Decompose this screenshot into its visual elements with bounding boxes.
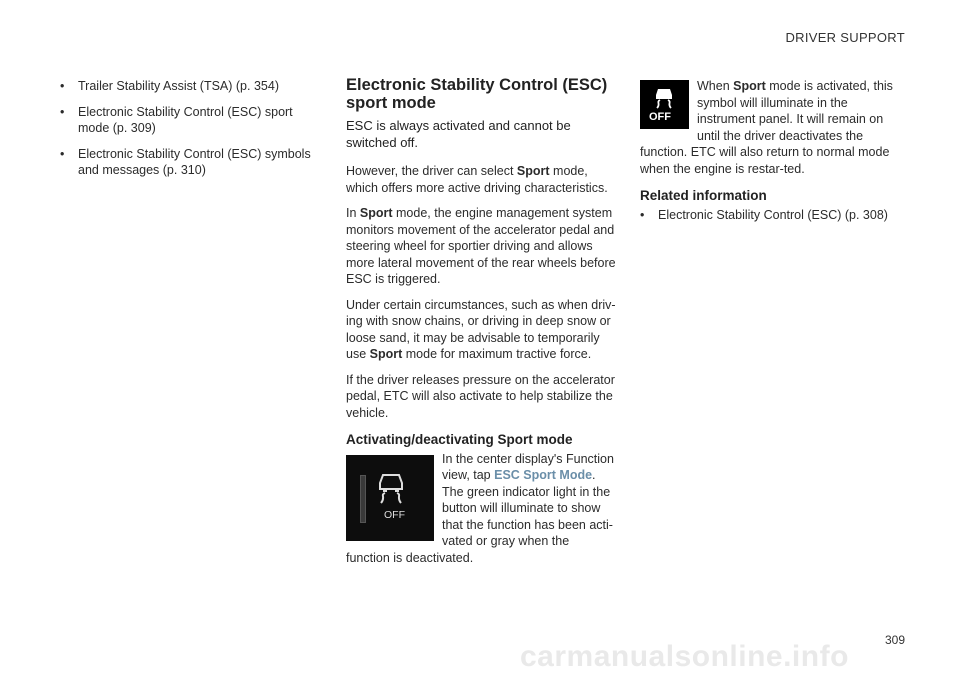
esc-sport-button-image bbox=[346, 455, 434, 541]
lead-paragraph: ESC is always activated and cannot be switched off. bbox=[346, 118, 571, 150]
list-item-text: Electronic Stability Control (ESC) symbols and messages (p. 310) bbox=[78, 146, 311, 177]
list-item[interactable] bbox=[60, 78, 325, 95]
skid-car-icon bbox=[652, 87, 676, 109]
middle-column bbox=[346, 78, 616, 575]
paragraph: However, the driver can select Sport mode, which offers more active driving characteristics. bbox=[346, 164, 608, 195]
paragraph: Under certain circumstances, such as when driv-ing with snow chains, or driving in deep snow or loose sand, it may be advisable to temporarily use Sport mode for maximum tractive force. bbox=[346, 297, 616, 361]
sport-term: Sport bbox=[733, 79, 766, 93]
list-item-text: Electronic Stability Control (ESC) (p. 308) bbox=[658, 207, 888, 222]
paragraph: When Sport mode is activated, this symbol will illuminate in the instrument panel. It will remain on until the driver deactivates the function. ETC will also return to normal mode when the engine is restar-ted. bbox=[640, 79, 893, 176]
bullet-icon: • bbox=[60, 104, 65, 119]
watermark: carmanualsonline.info bbox=[520, 640, 849, 673]
list-item[interactable] bbox=[60, 146, 325, 179]
list-item[interactable] bbox=[60, 104, 325, 137]
list-item-text: Electronic Stability Control (ESC) sport mode (p. 309) bbox=[78, 104, 293, 135]
page-title: Electronic Stability Control (ESC) sport mode bbox=[346, 76, 608, 112]
list-item[interactable] bbox=[640, 207, 905, 224]
off-label: OFF bbox=[384, 508, 405, 521]
subheading: Activating/deactivating Sport mode bbox=[346, 432, 573, 447]
paragraph: If the driver releases pressure on the accelerator pedal, ETC will also activate to help stabilize the vehicle. bbox=[346, 372, 615, 420]
bullet-icon: • bbox=[60, 79, 65, 93]
paragraph: In Sport mode, the engine management system monitors movement of the accelerator pedal and steering wheel for sportier driving and allows more lateral movement of the rear wheels before ESC is triggered. bbox=[346, 206, 616, 286]
off-label: OFF bbox=[649, 111, 671, 123]
list-item-text: Trailer Stability Assist (TSA) (p. 354) bbox=[78, 79, 279, 93]
skid-car-icon bbox=[374, 471, 408, 505]
page-number: 309 bbox=[884, 633, 905, 647]
section-header: DRIVER SUPPORT bbox=[785, 30, 905, 45]
sport-term: Sport bbox=[369, 347, 403, 361]
left-column bbox=[60, 78, 325, 188]
related-links-list bbox=[640, 207, 905, 224]
esc-off-symbol bbox=[640, 80, 689, 129]
related-links-list bbox=[60, 78, 325, 179]
bullet-icon: • bbox=[640, 207, 645, 222]
sport-term: Sport bbox=[359, 206, 393, 220]
right-column bbox=[640, 78, 905, 232]
esc-sport-mode-link: ESC Sport Mode bbox=[494, 468, 593, 482]
sport-term: Sport bbox=[516, 164, 550, 178]
related-heading: Related information bbox=[640, 188, 767, 203]
indicator-light bbox=[360, 475, 366, 523]
paragraph: In the center display's Function view, tap ESC Sport Mode. The green indicator light in the button will illuminate to show that the function has been acti-vated or gray when the function is deactivated. bbox=[346, 451, 614, 565]
bullet-icon: • bbox=[60, 146, 65, 161]
